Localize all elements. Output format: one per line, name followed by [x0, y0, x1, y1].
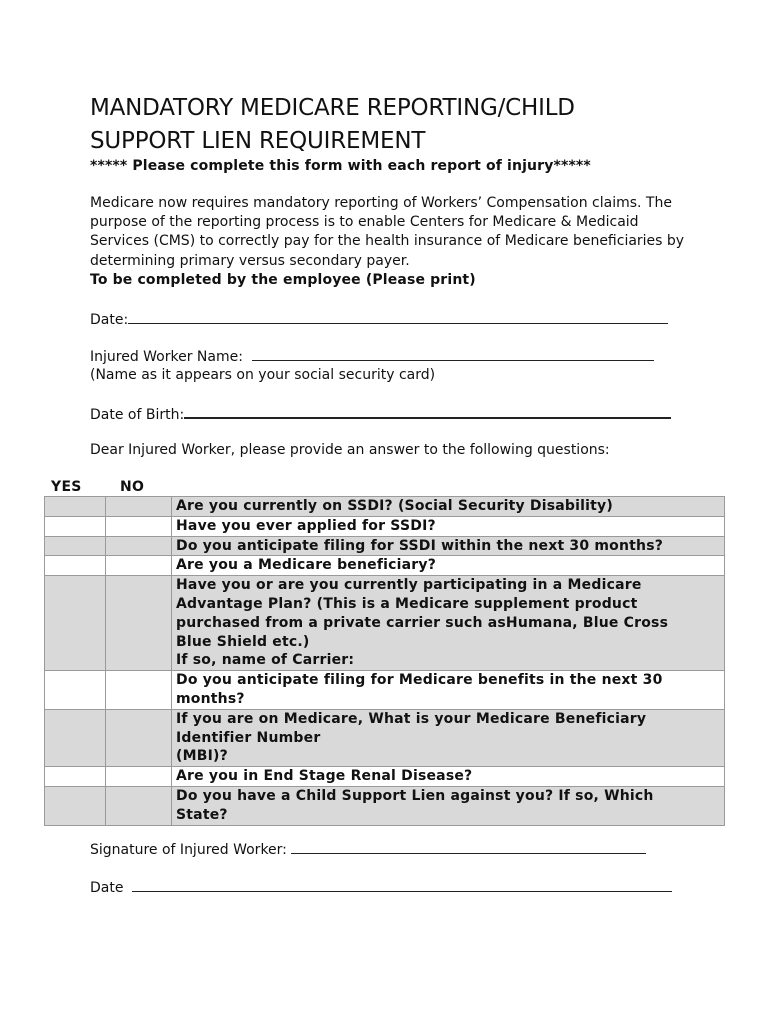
no-answer-cell[interactable] [106, 556, 172, 576]
question-row [45, 556, 725, 576]
question-line: Are you currently on SSDI? (Social Security Disability) [176, 498, 613, 514]
yes-answer-cell[interactable] [45, 671, 106, 710]
question-line: Are you in End Stage Renal Disease? [176, 768, 473, 785]
yes-answer-cell[interactable] [45, 576, 106, 671]
questions-table [44, 496, 725, 826]
dob-input-line[interactable] [184, 403, 671, 419]
yes-answer-cell[interactable] [45, 516, 106, 536]
question-row [45, 576, 725, 671]
yes-answer-cell[interactable] [45, 536, 106, 556]
question-line: If you are on Medicare, What is your Medicare Beneficiary [176, 710, 647, 727]
name-label: Injured Worker Name: [90, 349, 243, 365]
question-line: Have you or are you currently participating in a Medicare [176, 577, 642, 594]
form-subtitle: ***** Please complete this form with each report of injury***** [90, 158, 591, 174]
question-row [45, 671, 725, 710]
yes-answer-cell[interactable] [45, 767, 106, 787]
question-line: months? [176, 690, 245, 707]
question-text-cell [172, 536, 725, 556]
form-title [90, 92, 710, 158]
no-answer-cell[interactable] [106, 536, 172, 556]
question-line: Have you ever applied for SSDI? [176, 517, 436, 534]
question-row [45, 497, 725, 517]
signature-input-line[interactable] [291, 839, 646, 854]
no-answer-cell[interactable] [106, 576, 172, 671]
dob-label: Date of Birth: [90, 407, 185, 423]
question-line: purchased from a private carrier such asHumana, Blue Cross [176, 614, 669, 631]
question-line: (MBI)? [176, 748, 228, 765]
title-line-2: SUPPORT LIEN REQUIREMENT [90, 128, 426, 154]
name-input-line[interactable] [252, 346, 654, 361]
signature-label: Signature of Injured Worker: [90, 842, 287, 858]
signature-field [90, 839, 646, 860]
question-row [45, 786, 725, 825]
question-line: Identifier Number [176, 729, 321, 746]
yes-column-header: YES [51, 479, 82, 495]
no-answer-cell[interactable] [106, 786, 172, 825]
question-row [45, 536, 725, 556]
question-line: State? [176, 806, 228, 823]
question-line: If so, name of Carrier: [176, 652, 355, 669]
title-line-1: MANDATORY MEDICARE REPORTING/CHILD [90, 95, 575, 121]
yes-answer-cell[interactable] [45, 497, 106, 517]
instruction-text: To be completed by the employee (Please print) [90, 271, 476, 288]
question-text-cell [172, 709, 725, 766]
name-field [90, 346, 654, 367]
dob-field [90, 403, 671, 425]
question-line: Are you a Medicare beneficiary? [176, 557, 437, 574]
question-text-cell [172, 671, 725, 710]
yes-answer-cell[interactable] [45, 556, 106, 576]
no-answer-cell[interactable] [106, 709, 172, 766]
no-column-header: NO [120, 479, 145, 495]
intro-section [90, 194, 700, 290]
final-date-input-line[interactable] [132, 877, 672, 892]
no-answer-cell[interactable] [106, 767, 172, 787]
date-input-line[interactable] [128, 309, 668, 324]
final-date-field [90, 877, 672, 898]
intro-paragraph: Medicare now requires mandatory reporting of Workers’ Compensation claims. The purpose of the reporting process is to enable Centers for Medicare & Medicaid Services (CMS) to correctly pay for the health insurance of Medicare beneficiaries by determining primary versus secondary payer. [90, 195, 685, 269]
question-line: Advantage Plan? (This is a Medicare supplement product [176, 595, 638, 612]
question-row [45, 516, 725, 536]
name-note: (Name as it appears on your social security card) [90, 367, 436, 383]
yes-answer-cell[interactable] [45, 786, 106, 825]
question-row [45, 767, 725, 787]
question-line: Do you anticipate filing for Medicare benefits in the next 30 [176, 672, 663, 689]
question-text-cell [172, 576, 725, 671]
question-text-cell [172, 556, 725, 576]
question-text-cell [172, 767, 725, 787]
question-line: Blue Shield etc.) [176, 633, 310, 650]
date-field [90, 309, 668, 330]
question-line: Do you have a Child Support Lien against you? If so, Which [176, 787, 654, 804]
question-text-cell [172, 786, 725, 825]
question-text-cell [172, 516, 725, 536]
question-line: Do you anticipate filing for SSDI within the next 30 months? [176, 537, 664, 554]
no-answer-cell[interactable] [106, 671, 172, 710]
no-answer-cell[interactable] [106, 497, 172, 517]
question-text-cell [172, 497, 725, 517]
yes-answer-cell[interactable] [45, 709, 106, 766]
final-date-label: Date [90, 880, 124, 896]
date-label: Date: [90, 312, 129, 328]
questions-prompt: Dear Injured Worker, please provide an answer to the following questions: [90, 442, 610, 458]
no-answer-cell[interactable] [106, 516, 172, 536]
question-row [45, 709, 725, 766]
